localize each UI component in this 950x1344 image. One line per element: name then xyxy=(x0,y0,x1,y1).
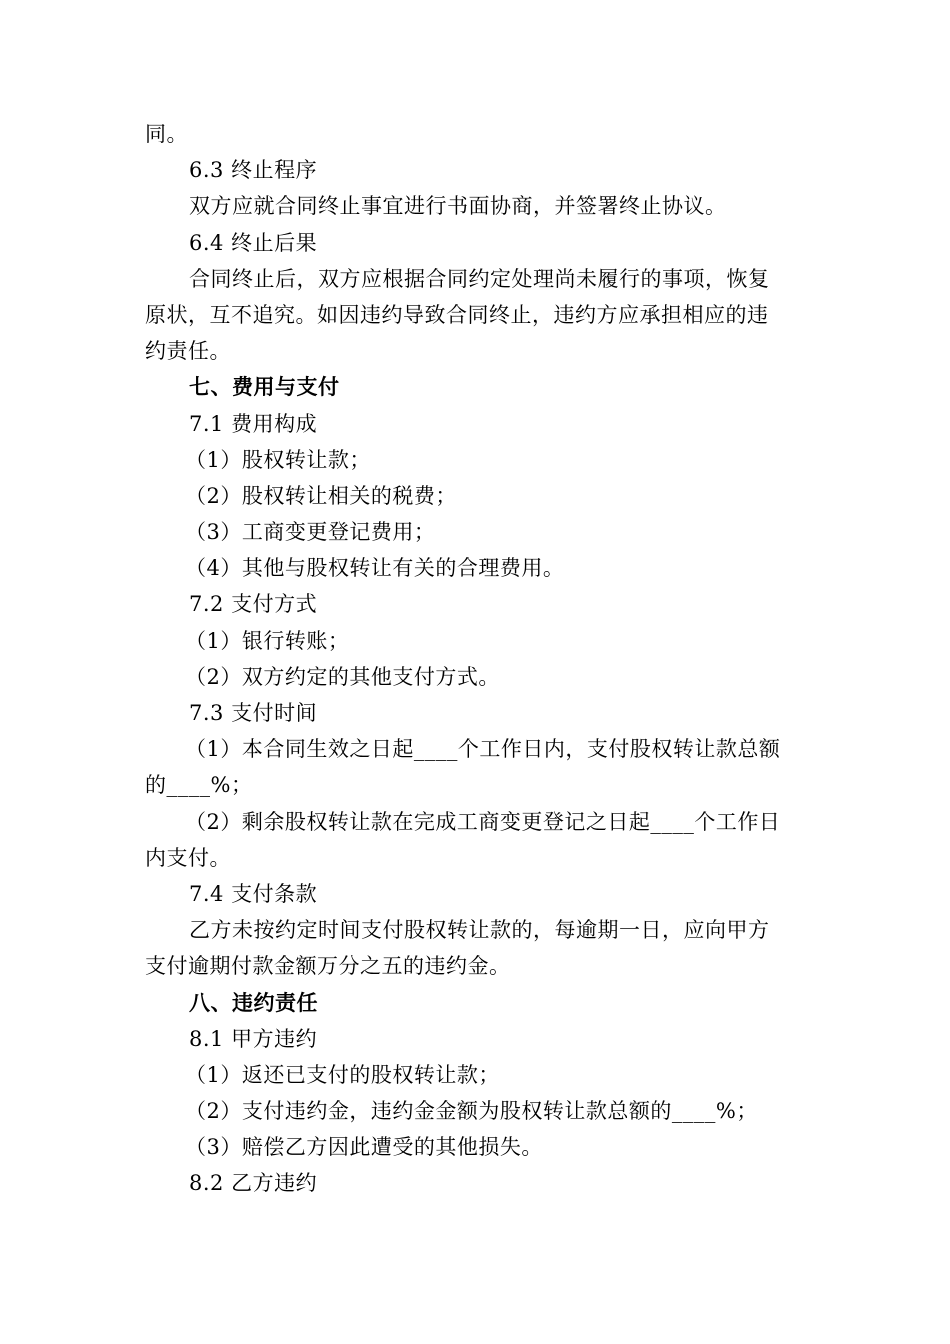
text-line: （3）赔偿乙方因此遭受的其他损失。 xyxy=(185,1135,543,1160)
text-line: 原状，互不追究。如因违约导致合同终止，违约方应承担相应的违 xyxy=(145,302,769,327)
section-heading: 七、费用与支付 xyxy=(189,374,340,400)
text-line: 合同终止后，双方应根据合同约定处理尚未履行的事项，恢复 xyxy=(189,266,770,291)
text-line: 的____%； xyxy=(145,773,253,798)
text-line: 7.2 支付方式 xyxy=(189,592,318,617)
text-line: 7.4 支付条款 xyxy=(189,881,318,906)
section-heading: 八、违约责任 xyxy=(189,989,318,1015)
text-line: 同。 xyxy=(145,122,188,146)
text-line: （1）返还已支付的股权转让款； xyxy=(185,1062,500,1087)
text-line: 8.1 甲方违约 xyxy=(189,1026,318,1051)
text-line: 6.4 终止后果 xyxy=(189,230,318,255)
document-body xyxy=(145,116,810,1202)
text-line: 支付逾期付款金额万分之五的违约金。 xyxy=(145,954,511,979)
text-line: （1）股权转让款； xyxy=(185,447,371,472)
text-line: （1）本合同生效之日起____个工作日内，支付股权转让款总额 xyxy=(185,737,781,762)
text-line: （1）银行转账； xyxy=(185,628,350,653)
text-line: 双方应就合同终止事宜进行书面协商，并签署终止协议。 xyxy=(189,194,727,219)
text-line: 乙方未按约定时间支付股权转让款的，每逾期一日，应向甲方 xyxy=(189,918,770,943)
text-line: （3）工商变更登记费用； xyxy=(185,520,436,545)
text-line: 7.3 支付时间 xyxy=(189,701,318,725)
text-line: （2）剩余股权转让款在完成工商变更登记之日起____个工作日 xyxy=(185,809,781,834)
text-line: （2）支付违约金，违约金金额为股权转让款总额的____%； xyxy=(185,1099,758,1124)
text-line: （2）双方约定的其他支付方式。 xyxy=(185,664,500,689)
text-line: 约责任。 xyxy=(145,339,231,364)
text-line: 8.2 乙方违约 xyxy=(189,1171,318,1196)
text-line: 7.1 费用构成 xyxy=(189,411,318,436)
text-line: 内支付。 xyxy=(145,845,231,870)
text-line: （2）股权转让相关的税费； xyxy=(185,483,457,508)
text-line: （4）其他与股权转让有关的合理费用。 xyxy=(185,556,565,581)
text-line: 6.3 终止程序 xyxy=(189,158,318,183)
